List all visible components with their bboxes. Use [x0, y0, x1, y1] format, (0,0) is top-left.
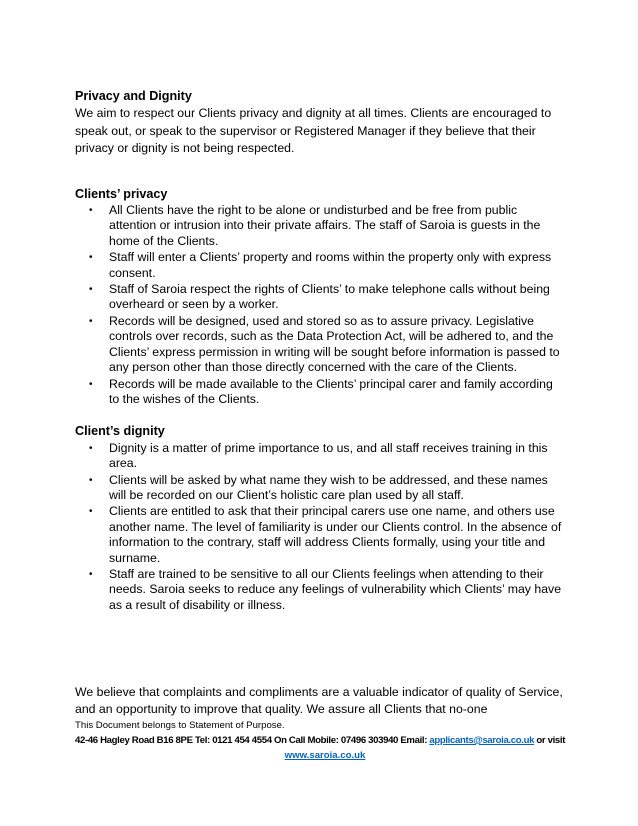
bullet-icon: •: [89, 252, 93, 264]
clients-privacy-list: [75, 203, 565, 407]
clients-dignity-heading: Client’s dignity: [75, 424, 165, 439]
bullet-icon: •: [89, 205, 93, 217]
bullet-icon: •: [89, 506, 93, 518]
page-footer: [75, 718, 575, 763]
clients-dignity-list: [75, 441, 565, 613]
bullet-icon: •: [89, 284, 93, 296]
list-item: • Staff of Saroia respect the rights of Clients’ to make telephone calls without being overheard or seen by a worker.: [89, 282, 550, 312]
bullet-icon: •: [89, 315, 93, 327]
list-item: • Records will be made available to the Clients’ principal carer and family according to the wishes of the Clients.: [89, 376, 553, 406]
footer-email-link[interactable]: applicants@saroia.co.uk: [429, 735, 535, 746]
list-item: • Staff are trained to be sensitive to all our Clients feelings when attending to their needs. Saroia seeks to reduce any feelings of vulnerability which Clients’ may have as a result of disability or illness.: [89, 566, 562, 612]
privacy-dignity-heading: Privacy and Dignity: [75, 89, 192, 103]
list-item: • Clients will be asked by what name they wish to be addressed, and these names will be recorded on our Client’s holistic care plan used by all staff.: [89, 472, 548, 502]
bullet-icon: •: [89, 442, 93, 454]
footer-website-link[interactable]: www.saroia.co.uk: [284, 750, 366, 761]
list-item: • All Clients have the right to be alone or undisturbed and be free from public attention or intrusion into their private affairs. The staff of Saroia is guests in the home of the Clients.: [89, 203, 541, 248]
privacy-dignity-paragraph: We aim to respect our Clients privacy and dignity at all times. Clients are encouraged to speak out, or speak to the supervisor or Registered Manager if they believe that their privacy or dignity is not being respected.: [75, 106, 552, 156]
clients-privacy-heading: Clients’ privacy: [75, 186, 168, 201]
list-item: • Clients are entitled to ask that their principal carers use one name, and others use another name. The level of familiarity is under our Clients control. In the absence of information to the contrary, staff will address Clients formally, using your title and surname.: [89, 504, 562, 565]
footer-contact-line: [75, 733, 575, 748]
list-item: • Staff will enter a Clients’ property and rooms within the property only with express consent.: [89, 250, 552, 280]
bullet-icon: •: [89, 474, 93, 486]
list-item: • Records will be designed, used and stored so as to assure privacy. Legislative controls over records, such as the Data Protection Act, will be adhered to, and the Clients’ express permission in writing will be sought before information is passed to any person other than those directly concerned with the care of the Clients.: [89, 313, 560, 375]
closing-paragraph: We believe that complaints and compliments are a valuable indicator of quality of Service, and an opportunity to improve that quality. We assure all Clients that no-one: [75, 685, 563, 717]
document-body: [75, 88, 565, 614]
list-item: • Dignity is a matter of prime importance to us, and all staff receives training in this area.: [89, 440, 548, 471]
footer-contact-suffix: or visit: [534, 735, 566, 746]
footer-belongs-text: This Document belongs to Statement of Purpose.: [75, 720, 285, 731]
bullet-icon: •: [89, 378, 93, 390]
footer-website-line: [75, 748, 575, 763]
footer-contact-prefix: 42-46 Hagley Road B16 8PE Tel: 0121 454 4554 On Call Mobile: 07496 303940 Email:: [75, 735, 430, 746]
bullet-icon: •: [89, 568, 93, 580]
